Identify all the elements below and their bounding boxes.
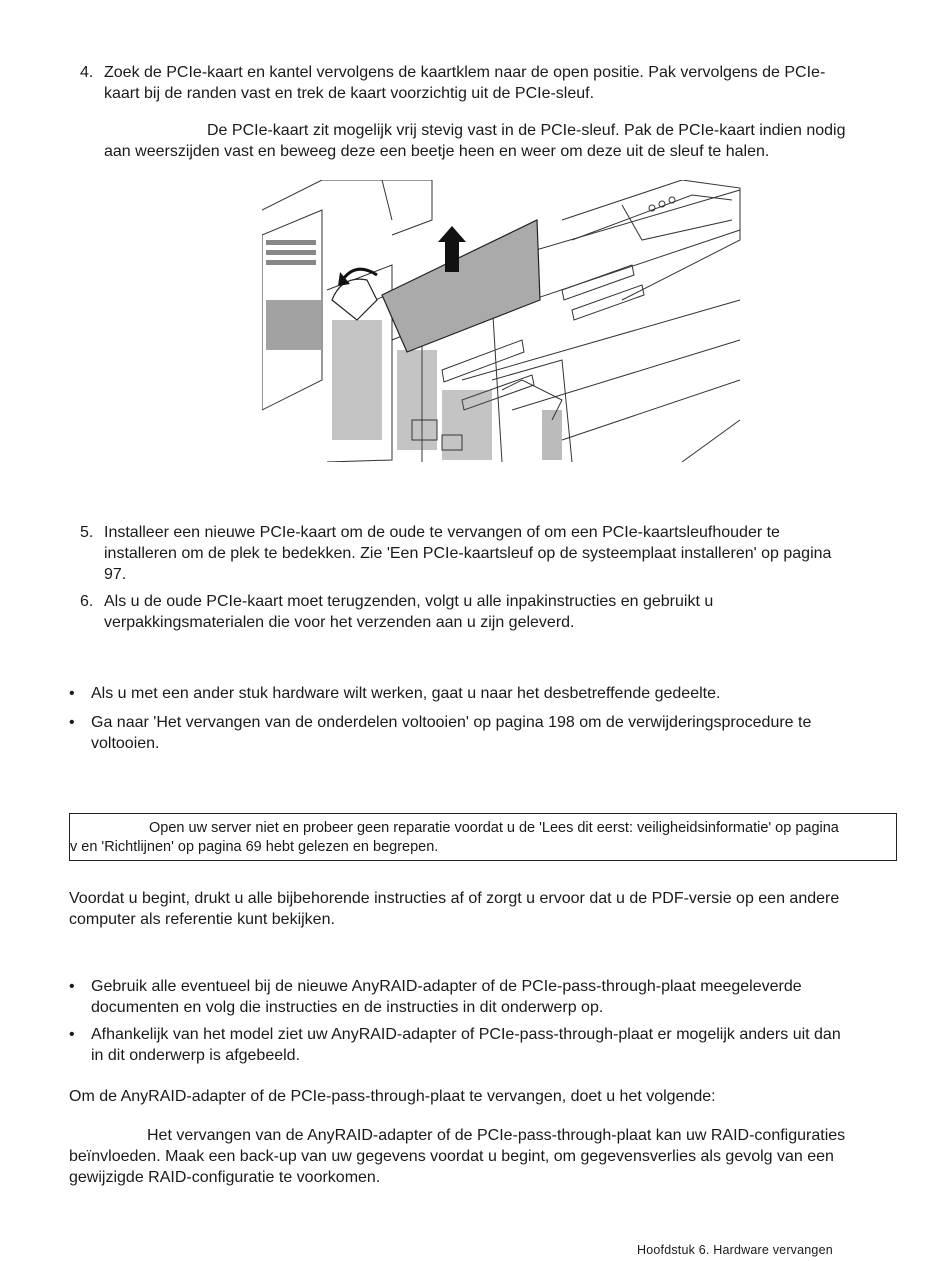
- raid-warning: Het vervangen van de AnyRAID-adapter of de PCIe-pass-through-plaat kan uw RAID-configuraties beïnvloeden. Maak een back-up van uw gegevens voordat u begint, om gegevensverlies als gevolg van een gewijzigde RAID-configuratie te voorkomen.: [69, 1127, 846, 1186]
- step-4-note: De PCIe-kaart zit mogelijk vrij stevig vast in de PCIe-sleuf. Pak de PCIe-kaart indien nodig aan weerszijden vast en beweeg deze een beetje heen en weer om deze uit de sleuf te halen.: [104, 122, 846, 160]
- before-begin-paragraph: Voordat u begint, drukt u alle bijbehorende instructies af of zorgt u ervoor dat u de PDF-versie op een andere computer als referentie kunt bekijken.: [69, 890, 840, 928]
- bullet: •: [69, 1026, 75, 1043]
- safety-notice: Open uw server niet en probeer geen reparatie voordat u de 'Lees dit eerst: veiligheidsinformatie' op pagina v en 'Richtlijnen' op pagina 69 hebt gelezen en begrepen.: [69, 813, 897, 861]
- step-text: Zoek de PCIe-kaart en kantel vervolgens de kaartklem naar de open positie. Pak vervolgens de PCIe- kaart bij de randen vast en trek de kaart voorzichtig uit de PCIe-sleuf.: [104, 64, 826, 102]
- step-text: Installeer een nieuwe PCIe-kaart om de oude te vervangen of om een PCIe-kaartsleufhouder te installeren om de plek te bedekken. Zie 'Een PCIe-kaartsleuf op de systeemplaat installeren' op pagina 97.: [104, 524, 832, 583]
- step-number: 6.: [80, 593, 94, 610]
- step-number: 4.: [80, 64, 94, 81]
- pcie-card-removal-illustration: [262, 180, 742, 462]
- procedure-intro: Om de AnyRAID-adapter of de PCIe-pass-through-plaat te vervangen, doet u het volgende:: [69, 1088, 716, 1105]
- bullet: •: [69, 714, 75, 731]
- step-number: 5.: [80, 524, 94, 541]
- bullet: •: [69, 685, 75, 702]
- page-footer: Hoofdstuk 6. Hardware vervangen: [637, 1243, 833, 1257]
- bullet: •: [69, 978, 75, 995]
- step-text: Als u de oude PCIe-kaart moet terugzenden, volgt u alle inpakinstructies en gebruikt u verpakkingsmaterialen die voor het verzenden aan u zijn geleverd.: [104, 593, 714, 631]
